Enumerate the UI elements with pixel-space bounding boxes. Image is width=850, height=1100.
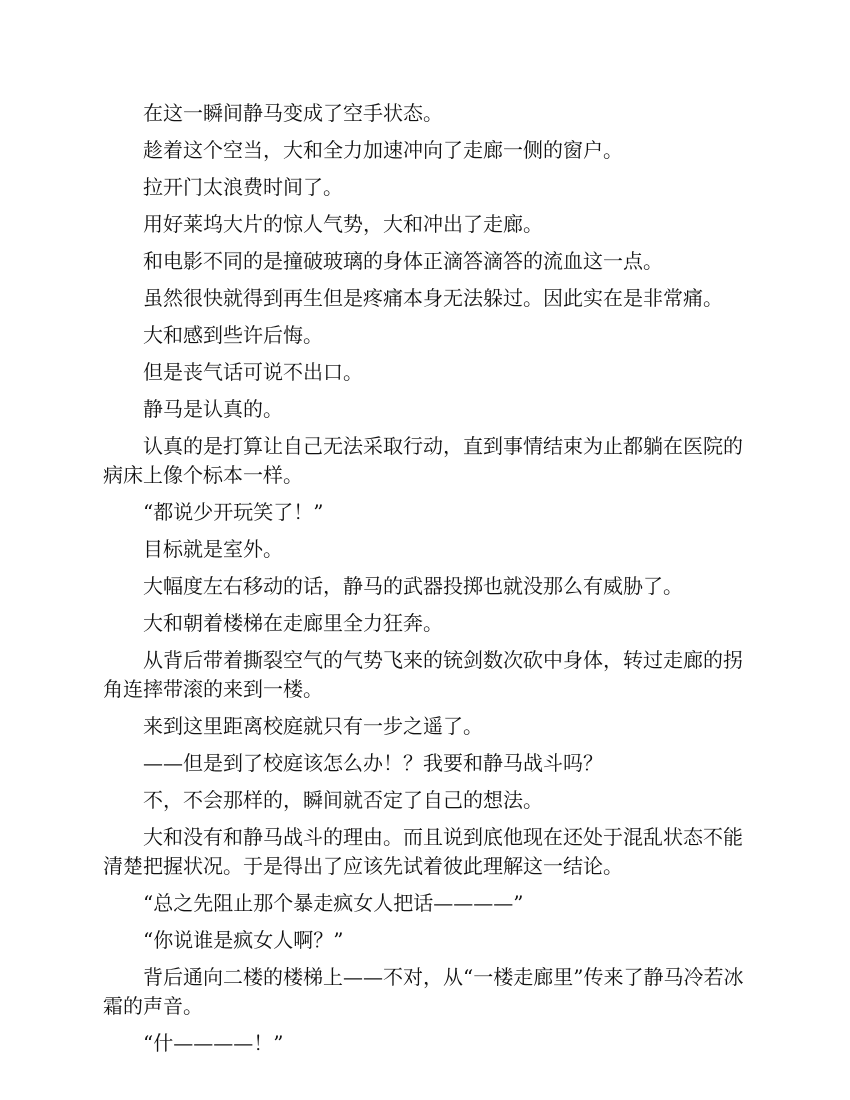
paragraph: 大幅度左右移动的话，静马的武器投掷也就没那么有威胁了。 [143, 574, 683, 598]
paragraph: “什————！” [143, 1031, 284, 1055]
paragraph: 从背后带着撕裂空气的气势飞来的铳剑数次砍中身体，转过走廊的拐角连摔带滚的来到一楼。 [103, 648, 743, 701]
paragraph: 和电影不同的是撞破玻璃的身体正滴答滴答的流血这一点。 [143, 249, 663, 273]
paragraph: 趁着这个空当，大和全力加速冲向了走廊一侧的窗户。 [143, 138, 623, 162]
paragraph: 静马是认真的。 [143, 397, 283, 421]
paragraph: 拉开门太浪费时间了。 [143, 175, 343, 199]
paragraph: ——但是到了校庭该怎么办！？我要和静马战斗吗？ [143, 751, 603, 775]
paragraph: 目标就是室外。 [143, 537, 283, 561]
paragraph: 大和感到些许后悔。 [143, 323, 323, 347]
paragraph: 大和朝着楼梯在走廊里全力狂奔。 [143, 611, 443, 635]
paragraph: 不，不会那样的，瞬间就否定了自己的想法。 [143, 788, 543, 812]
paragraph: 在这一瞬间静马变成了空手状态。 [143, 101, 443, 125]
document-page [103, 99, 753, 1066]
paragraph: “都说少开玩笑了！” [143, 500, 324, 524]
paragraph: “你说谁是疯女人啊？” [143, 928, 344, 952]
paragraph: 虽然很快就得到再生但是疼痛本身无法躲过。因此实在是非常痛。 [143, 286, 723, 310]
paragraph: 大和没有和静马战斗的理由。而且说到底他现在还处于混乱状态不能清楚把握状况。于是得出了应该先试着彼此理解这一结论。 [103, 825, 743, 878]
paragraph: 但是丧气话可说不出口。 [143, 360, 363, 384]
paragraph: 用好莱坞大片的惊人气势，大和冲出了走廊。 [143, 212, 543, 236]
paragraph: 背后通向二楼的楼梯上——不对，从“一楼走廊里”传来了静马冷若冰霜的声音。 [103, 965, 744, 1018]
paragraph: “总之先阻止那个暴走疯女人把话————” [143, 891, 524, 915]
paragraph: 来到这里距离校庭就只有一步之遥了。 [143, 714, 483, 738]
paragraph: 认真的是打算让自己无法采取行动，直到事情结束为止都躺在医院的病床上像个标本一样。 [103, 434, 743, 487]
